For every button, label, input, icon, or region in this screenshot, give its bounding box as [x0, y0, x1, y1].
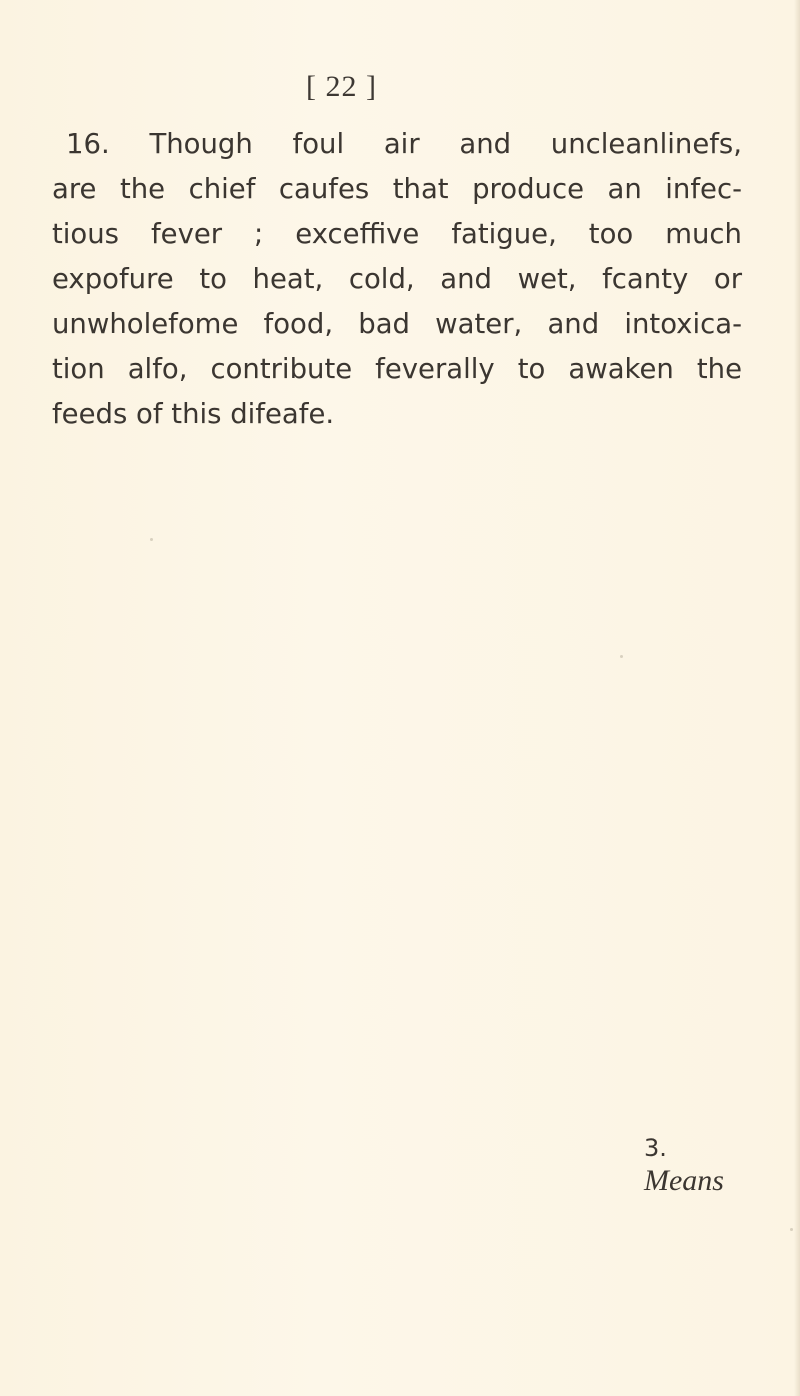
body-paragraph: [52, 122, 742, 437]
catchword-number: 3.: [644, 1134, 667, 1162]
text-line: tion alfo, contribute feverally to awaken the: [52, 353, 742, 385]
page-number: [ 22 ]: [306, 70, 377, 103]
text-line: tious fever ; exceffive fatigue, too much: [52, 218, 742, 250]
text-line: feeds of this difeafe.: [52, 398, 335, 430]
text-line: 16. Though foul air and uncleanlinefs,: [66, 128, 742, 160]
text-line: unwholefome food, bad water, and intoxica-: [52, 308, 742, 340]
paper-speck: [620, 655, 623, 658]
text-line: are the chief caufes that produce an infec-: [52, 173, 742, 205]
paper-speck: [150, 538, 153, 541]
page-edge-shadow: [794, 0, 800, 1396]
paper-speck: [790, 1228, 793, 1231]
catchword-word: Means: [644, 1164, 724, 1197]
text-line: expofure to heat, cold, and wet, fcanty or: [52, 263, 742, 295]
catchword: [614, 1096, 724, 1232]
